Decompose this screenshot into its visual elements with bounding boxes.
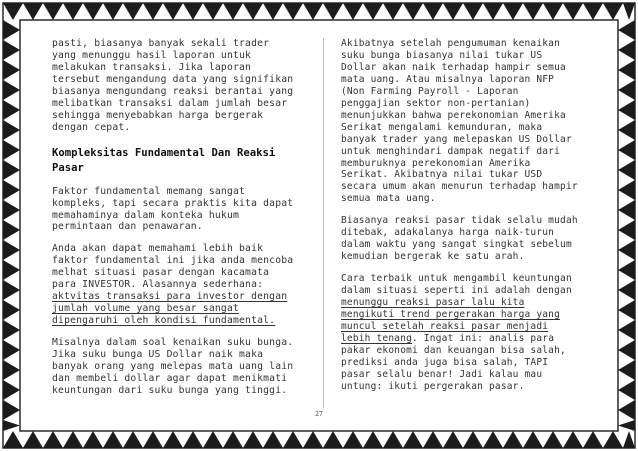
section-heading: Kompleksitas Fundamental Dan Reaksi Pasar	[52, 146, 276, 174]
page-number: 27	[315, 411, 323, 418]
paragraph	[52, 243, 306, 327]
paragraph: Akibatnya setelah pengumuman kenaikan suku bunga biasanya nilai tukar US Dollar akan naik terhadap hampir semua mata uang. Atau misalnya laporan NFP (Non Farming Payroll - Laporan penggajian sektor non-pertanian) menunjukkan bahwa perekonomian Amerika Serikat mengalami kemunduran, maka banyak trader yang melepaskan US Dollar untuk menghindari dampak negatif dari memburuknya perekonomian Amerika Serikat. Akibatnya nilai tukar USD secara umum akan menurun terhadap hampir semua mata uang.	[341, 38, 578, 205]
paragraph	[341, 273, 589, 393]
underlined-text: aktvitas transaksi para investor dengan jumlah volume yang besar sangat dipengaruhi oleh kondisi fundamental.	[52, 291, 288, 327]
paragraph-text: Anda akan dapat memahami lebih baik faktor fundamental ini jika anda mencoba melhat situasi pasar dengan kacamata para INVESTOR. Alasannya sederhana:	[52, 243, 294, 291]
paragraph: Faktor fundamental memang sangat kompleks, tapi secara praktis kita dapat memahaminya dalam konteka hukum permintaan dan penawaran.	[52, 185, 294, 233]
paragraph: pasti, biasanya banyak sekali trader yang menunggu hasil laporan untuk melakukan transaksi. Jika laporan tersebut mengandung data yang signifikan biasanya mengundang reaksi berantai yang melibatkan transaksi dalam jumlah besar sehingga menyebabkan harga bergerak dengan cepat.	[52, 38, 294, 133]
underlined-text: menunggu reaksi pasar lalu kita mengikuti trend pergerakan harga yang muncul setelah reaksi pasar menjadi lebih tenang	[341, 297, 561, 344]
paragraph-text: . Ingat ini: analis para pakar ekonomi dan keuangan bisa salah, prediksi anda juga bisa salah, TAPI pasar selalu benar! Jadi kalau mau untung: ikuti pergerakan pasar.	[341, 332, 566, 392]
left-column	[52, 38, 306, 407]
column-divider	[323, 38, 324, 408]
paragraph-text: Cara terbaik untuk mengambil keuntungan dalam situasi seperti ini adalah dengan	[341, 273, 572, 297]
right-column	[341, 38, 589, 403]
paragraph: Misalnya dalam soal kenaikan suku bunga. Jika suku bunga US Dollar naik maka banyak orang yang melepas mata uang lain dan membeli dollar agar dapat menikmati keuntungan dari suku bunga yang tinggi.	[52, 337, 294, 396]
paragraph: Biasanya reaksi pasar tidak selalu mudah ditebak, adakalanya harga naik-turun dalam waktu yang sangat singkat sebelum kemudian bergerak ke satu arah.	[341, 215, 578, 263]
